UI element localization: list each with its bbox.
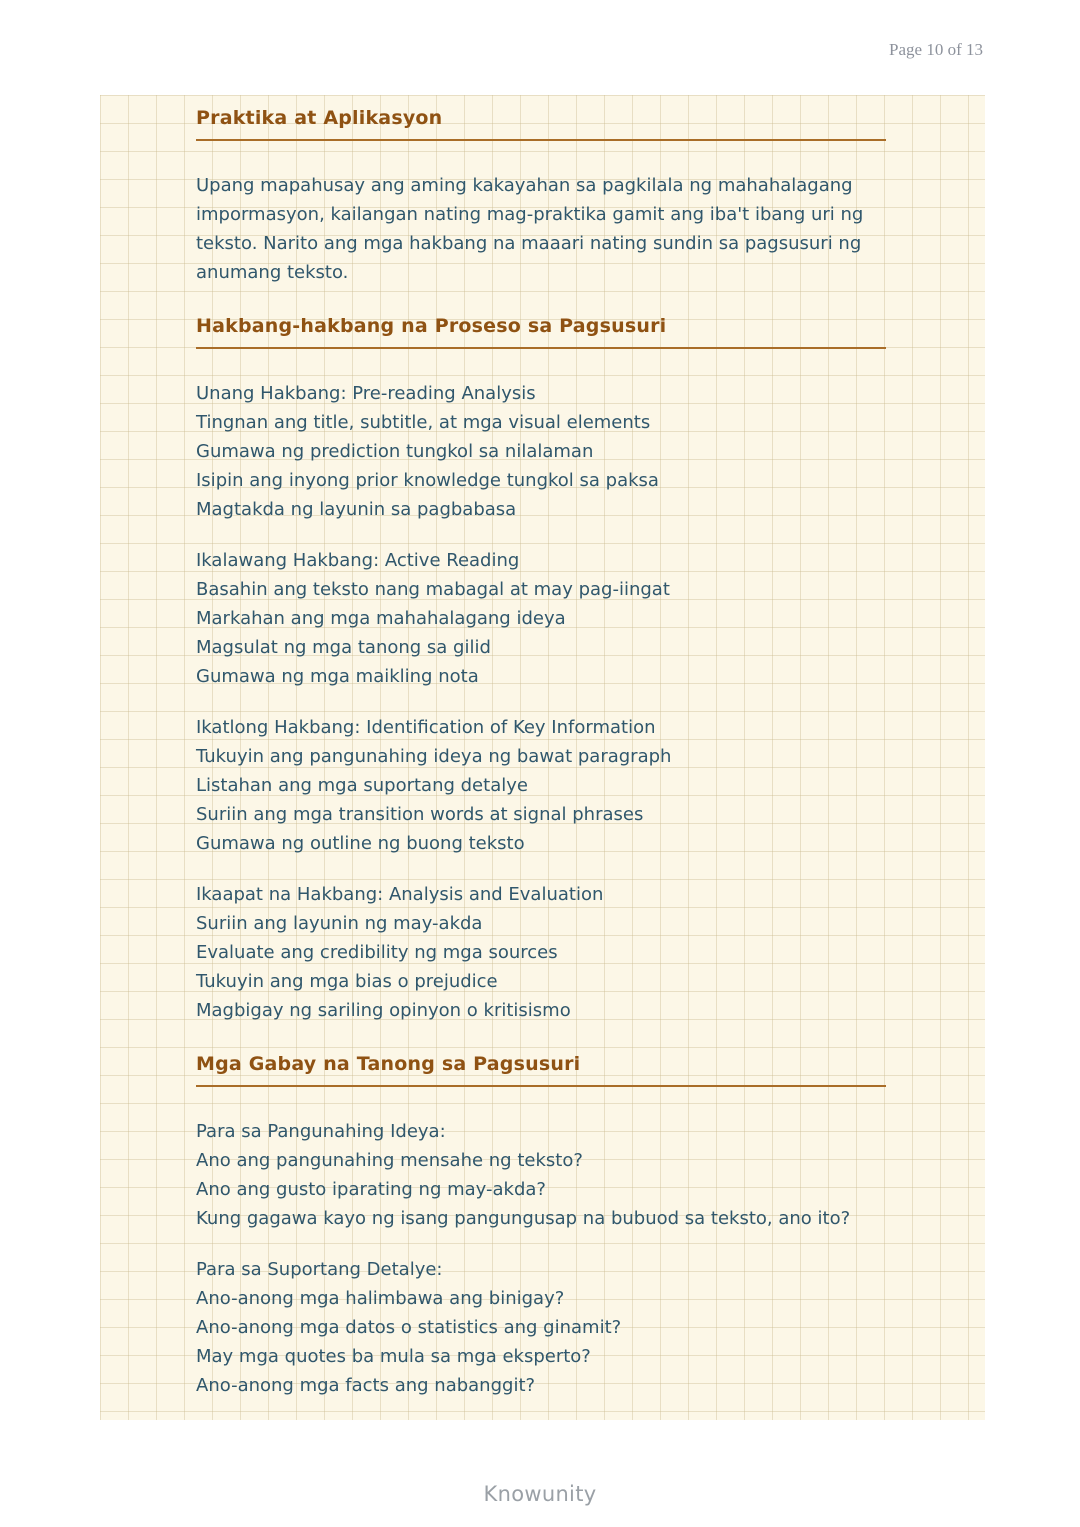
step-block-4 [196, 880, 902, 1025]
question-group-1 [196, 1117, 902, 1233]
intro-paragraph: Upang mapahusay ang aming kakayahan sa pagkilala ng mahahalagang impormasyon, kailangan nating mag-praktika gamit ang iba't ibang uri ng teksto. Narito ang mga hakbang na maaari nating sundin sa pagsusuri ng anumang teksto. [196, 175, 864, 283]
step-line: Suriin ang layunin ng may-akda [196, 913, 483, 934]
step-line: Gumawa ng outline ng buong teksto [196, 833, 525, 854]
heading-block-gabay [196, 1053, 886, 1087]
group-title: Para sa Pangunahing Ideya: [196, 1121, 446, 1142]
step-title: Ikalawang Hakbang: Active Reading [196, 550, 520, 571]
step-line: Listahan ang mga suportang detalye [196, 775, 528, 796]
step-line: Magbigay ng sariling opinyon o kritisismo [196, 1000, 571, 1021]
heading-block-proseso [196, 315, 886, 349]
step-title: Ikatlong Hakbang: Identification of Key Information [196, 717, 656, 738]
step-line: Magtakda ng layunin sa pagbabasa [196, 499, 517, 520]
step-line: Markahan ang mga mahahalagang ideya [196, 608, 566, 629]
step-line: Tukuyin ang pangunahing ideya ng bawat paragraph [196, 746, 672, 767]
step-line: Tingnan ang title, subtitle, at mga visual elements [196, 412, 651, 433]
question-line: Ano-anong mga datos o statistics ang ginamit? [196, 1317, 622, 1338]
notes-content [196, 107, 902, 1400]
question-line: May mga quotes ba mula sa mga eksperto? [196, 1346, 591, 1367]
question-line: Ano-anong mga facts ang nabanggit? [196, 1375, 536, 1396]
page-number: Page 10 of 13 [889, 40, 983, 59]
heading-block-praktika [196, 107, 886, 141]
step-line: Magsulat ng mga tanong sa gilid [196, 637, 491, 658]
step-title: Ikaapat na Hakbang: Analysis and Evaluation [196, 884, 604, 905]
step-line: Tukuyin ang mga bias o prejudice [196, 971, 498, 992]
step-line: Evaluate ang credibility ng mga sources [196, 942, 558, 963]
section-heading-gabay: Mga Gabay na Tanong sa Pagsusuri [196, 1053, 581, 1075]
section-heading-proseso: Hakbang-hakbang na Proseso sa Pagsusuri [196, 315, 667, 337]
step-line: Gumawa ng mga maikling nota [196, 666, 479, 687]
question-group-2 [196, 1255, 902, 1400]
step-line: Basahin ang teksto nang mabagal at may pag-iingat [196, 579, 670, 600]
step-line: Suriin ang mga transition words at signal phrases [196, 804, 644, 825]
step-line: Gumawa ng prediction tungkol sa nilalaman [196, 441, 594, 462]
notes-sheet [100, 95, 985, 1420]
question-line: Ano ang gusto iparating ng may-akda? [196, 1179, 546, 1200]
question-line: Kung gagawa kayo ng isang pangungusap na bubuod sa teksto, ano ito? [196, 1208, 851, 1229]
step-line: Isipin ang inyong prior knowledge tungkol sa paksa [196, 470, 659, 491]
section-heading-praktika: Praktika at Aplikasyon [196, 107, 443, 129]
step-block-3 [196, 713, 902, 858]
step-title: Unang Hakbang: Pre-reading Analysis [196, 383, 536, 404]
question-line: Ano-anong mga halimbawa ang binigay? [196, 1288, 565, 1309]
group-title: Para sa Suportang Detalye: [196, 1259, 443, 1280]
question-line: Ano ang pangunahing mensahe ng teksto? [196, 1150, 583, 1171]
footer-brand: Knowunity [483, 1482, 597, 1506]
step-block-1 [196, 379, 902, 524]
step-block-2 [196, 546, 902, 691]
